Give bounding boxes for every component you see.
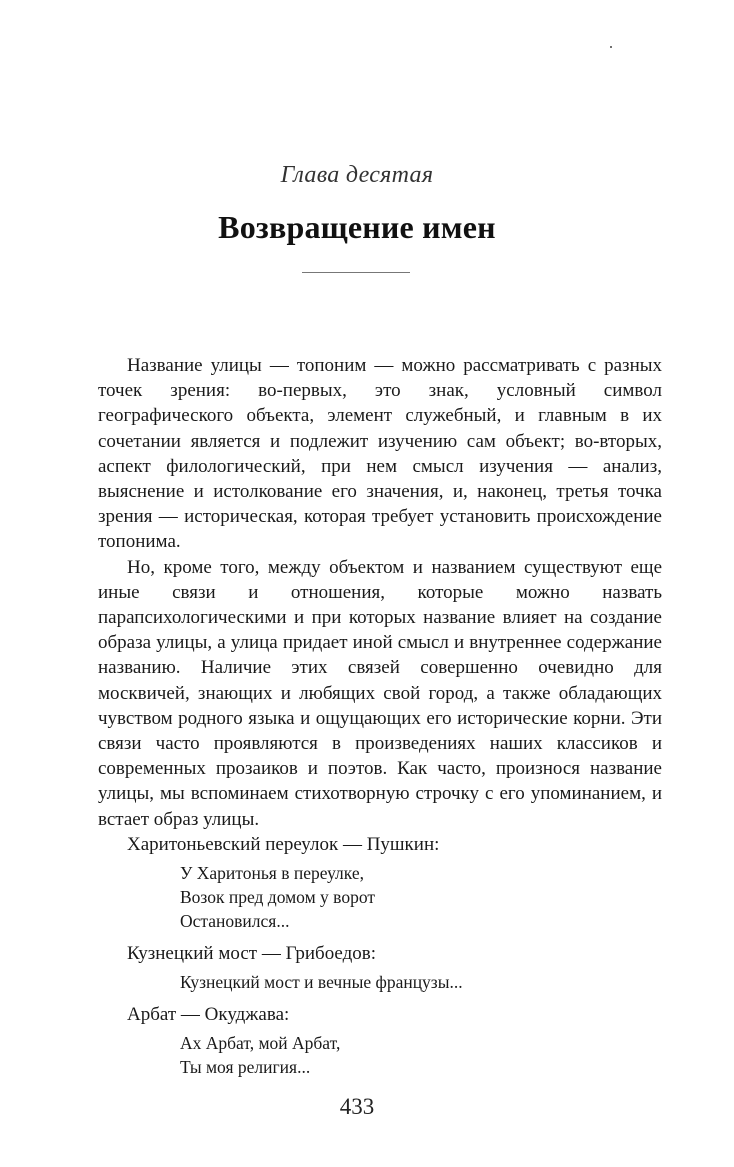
body-text	[98, 353, 662, 1087]
verse-line: Возок пред домом у ворот	[180, 887, 375, 908]
quote-intro-griboedov: Кузнецкий мост — Грибоедов:	[127, 943, 377, 965]
paragraph-1: Название улицы — топоним — можно рассматривать с разных точек зрения: во-первых, это знак, условный символ географического объекта, элемент служебный, и главным в их сочетании является и подлежит изучению сам объект; во-вторых, аспект филологический, при нем смысл изучения — анализ, выяснение и истолкование его значения, и, наконец, третья точка зрения — историческая, которая требует установить происхождение топонима.	[98, 355, 662, 553]
chapter-title: Возвращение имен	[218, 209, 496, 245]
quote-intro-pushkin: Харитоньевский переулок — Пушкин:	[127, 833, 440, 855]
chapter-label: Глава десятая	[280, 162, 434, 188]
paragraph-2: Но, кроме того, между объектом и названием существуют еще иные связи и отношения, которые можно назвать парапсихологическими и при которых название влияет на создание образа улицы, а улица придает иной смысл и внутреннее содержание названию. Наличие этих связей совершенно очевидно для москвичей, знающих и любящих свой город, а также обладающих чувством родного языка и ощущающих его исторические корни. Эти связи часто проявляются в произведениях наших классиков и современных прозаиков и поэтов. Как часто, произнося название улицы, мы вспоминаем стихотворную строчку с его упоминанием, и встает образ улицы.	[98, 556, 662, 830]
verse-line: Остановился...	[180, 911, 290, 932]
verse-okudzhava	[180, 1031, 662, 1079]
verse-griboedov	[180, 970, 662, 994]
verse-pushkin	[180, 861, 662, 933]
quote-intro-okudzhava: Арбат — Окуджава:	[127, 1004, 290, 1026]
page-number: 433	[339, 1094, 375, 1119]
verse-line: Кузнецкий мост и вечные французы...	[180, 972, 463, 993]
verse-line: Ты моя религия...	[180, 1057, 311, 1078]
verse-line: Ах Арбат, мой Арбат,	[180, 1033, 341, 1054]
title-divider	[302, 272, 410, 273]
scan-speck	[610, 46, 612, 48]
verse-line: У Харитонья в переулке,	[180, 863, 364, 884]
